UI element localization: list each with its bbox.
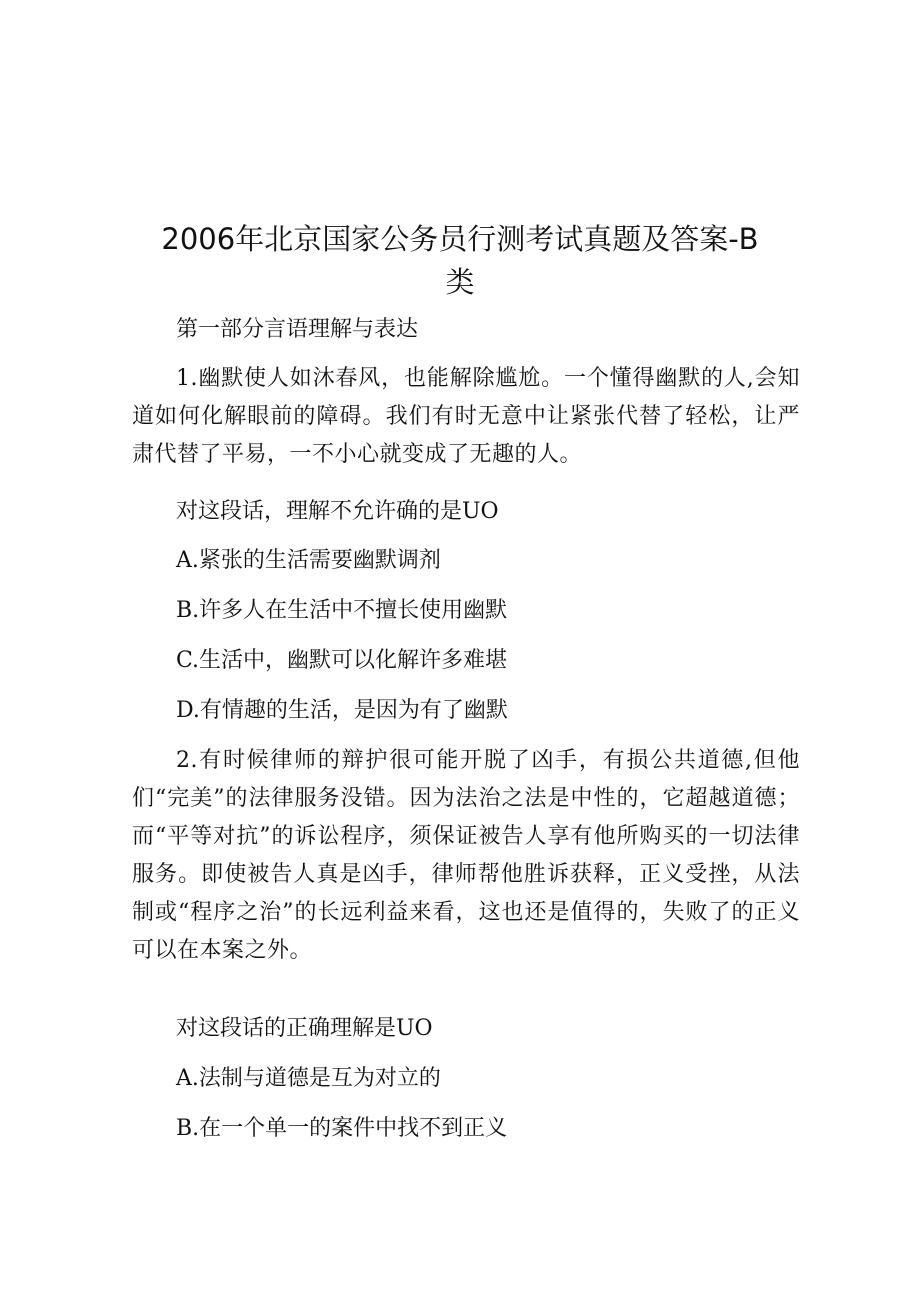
section-heading: 第一部分言语理解与表达 (176, 317, 419, 342)
question-2-option-a: A.法制与道德是互为对立的 (176, 1066, 441, 1091)
question-1-prompt: 对这段话，理解不允许确的是UO (176, 499, 499, 524)
document-title: 2006年北京国家公务员行测考试真题及答案-B类 (161, 222, 759, 299)
question-1-option-d: D.有情趣的生活，是因为有了幽默 (176, 698, 508, 723)
question-1-option-a: A.紧张的生活需要幽默调剂 (176, 548, 441, 573)
question-1-option-b: B.许多人在生活中不擅长使用幽默 (176, 598, 508, 623)
question-2-passage: 2.有时候律师的辩护很可能开脱了凶手，有损公共道德,但他们“完美”的法律服务没错。因为法治之法是中性的，它超越道德；而“平等对抗”的诉讼程序，须保证被告人享有他所购买的一切法律服务。即使被告人真是凶手，律师帮他胜诉获释，正义受挫，从法制或“程序之治”的长远利益来看，这也还是值得的，失败了的正义可以在本案之外。 (132, 748, 800, 963)
question-2-option-b: B.在一个单一的案件中找不到正义 (176, 1116, 508, 1141)
question-1-passage: 1.幽默使人如沐春风，也能解除尴尬。一个懂得幽默的人,会知道如何化解眼前的障碍。我们有时无意中让紧张代替了轻松，让严肃代替了平易，一不小心就变成了无趣的人。 (132, 366, 800, 467)
question-1-option-c: C.生活中，幽默可以化解许多难堪 (176, 648, 508, 673)
question-2-prompt: 对这段话的正确理解是UO (176, 1016, 433, 1041)
